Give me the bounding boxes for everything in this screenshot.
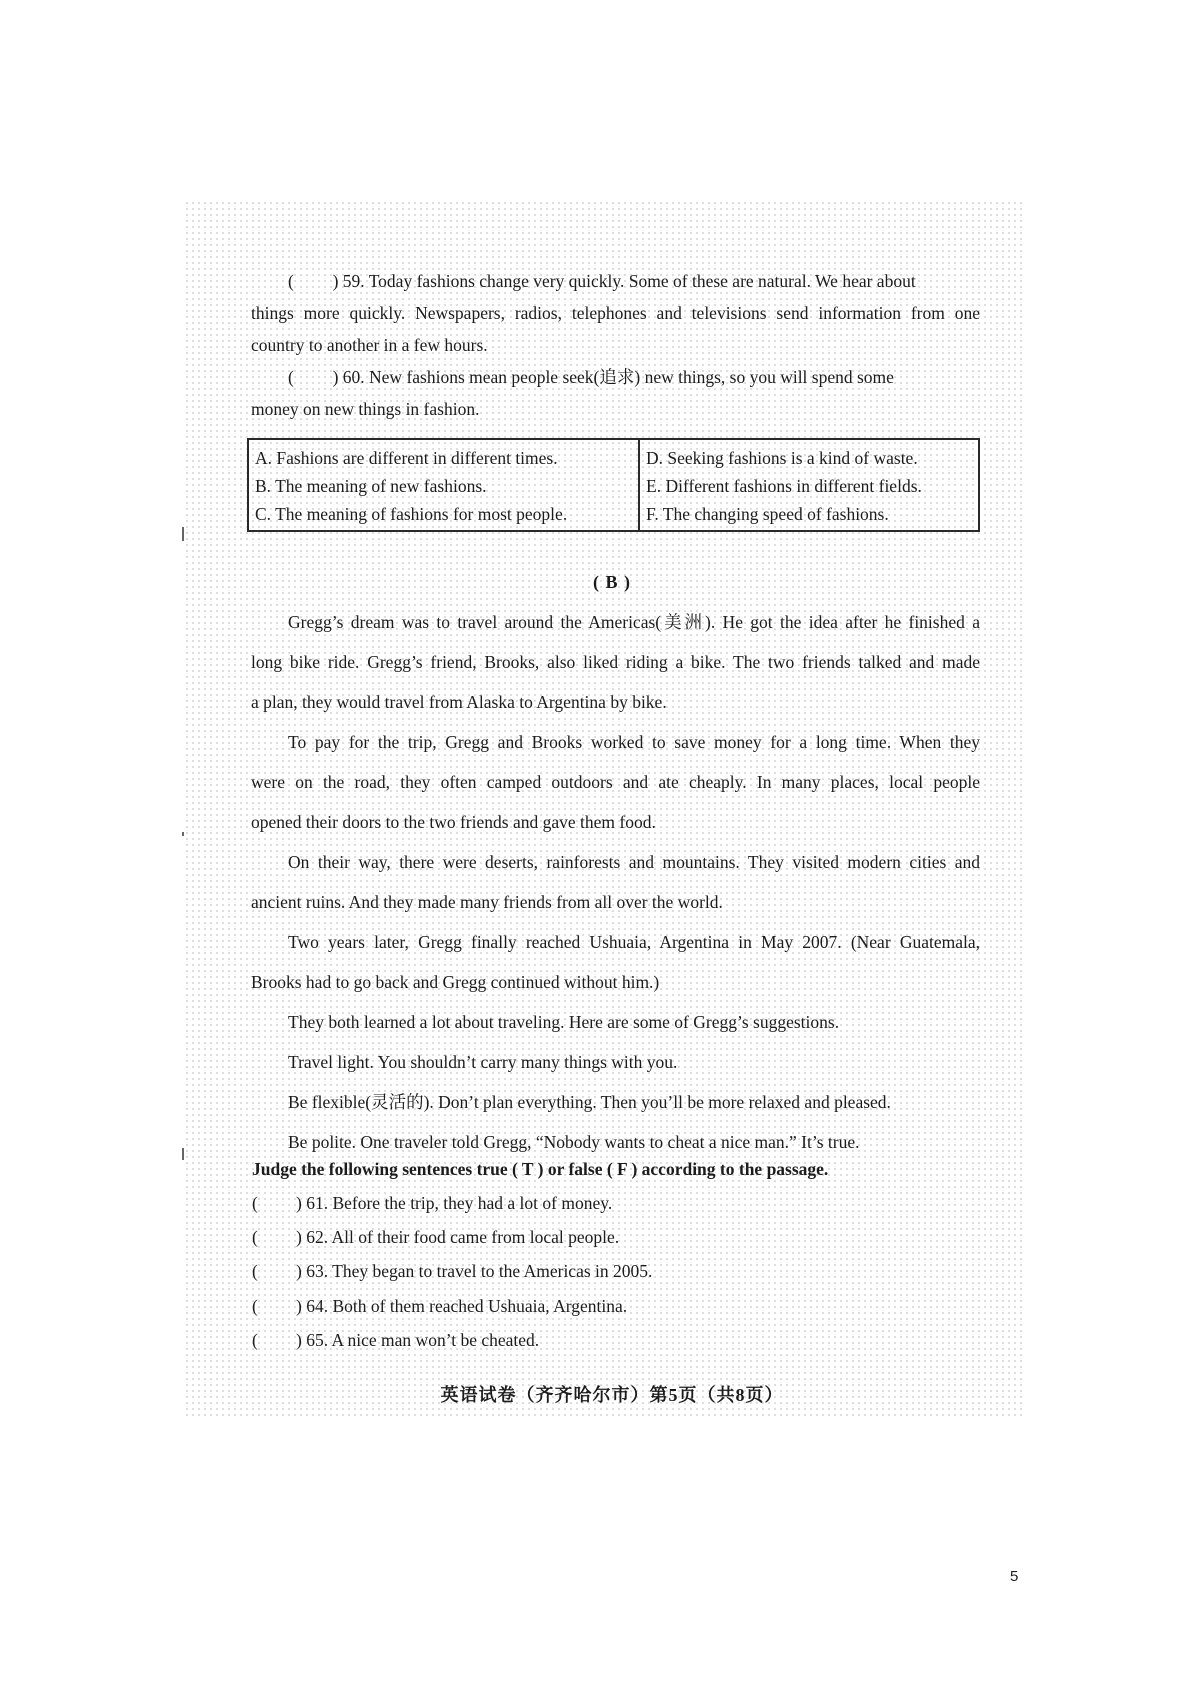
passage-line: Two years later, Gregg finally reached Ushuaia, Argentina in May 2007. (Near Guatemala, xyxy=(288,932,980,952)
passage-line: were on the road, they often camped outdoors and ate cheaply. In many places, local people xyxy=(251,772,980,792)
tf-text: ) 65. A nice man won’t be cheated. xyxy=(296,1330,540,1350)
question-59-line-2: things more quickly. Newspapers, radios, telephones and televisions send information from one xyxy=(251,303,980,323)
answer-paren-open: ( xyxy=(288,271,294,291)
tf-item-65 xyxy=(252,1329,539,1351)
page-number: 5 xyxy=(1010,1568,1019,1585)
answer-paren: ( xyxy=(252,1193,258,1213)
exam-footer: 英语试卷（齐齐哈尔市）第5页（共8页） xyxy=(440,1385,784,1405)
passage-line: opened their doors to the two friends and gave them food. xyxy=(251,812,656,832)
tf-item-64 xyxy=(252,1295,627,1317)
passage-line: Travel light. You shouldn’t carry many things with you. xyxy=(288,1052,678,1072)
question-text: 60. New fashions mean people seek(追求) new things, so you will spend some xyxy=(342,367,894,387)
question-60-line-2: money on new things in fashion. xyxy=(251,399,480,419)
option-c: C. The meaning of fashions for most people. xyxy=(255,504,568,524)
passage-line: long bike ride. Gregg’s friend, Brooks, also liked riding a bike. The two friends talked and made xyxy=(251,652,980,672)
question-60-line-1 xyxy=(288,366,980,388)
tf-item-62 xyxy=(252,1226,619,1248)
answer-paren-open: ( xyxy=(288,367,294,387)
tf-item-61 xyxy=(252,1192,612,1214)
options-table xyxy=(247,438,980,532)
passage-line: ancient ruins. And they made many friends from all over the world. xyxy=(251,892,723,912)
passage-line: a plan, they would travel from Alaska to Argentina by bike. xyxy=(251,692,667,712)
answer-paren-close: ) xyxy=(332,271,339,291)
passage-line: On their way, there were deserts, rainforests and mountains. They visited modern cities and xyxy=(288,852,980,872)
options-column-left xyxy=(249,440,640,530)
passage-line: Be polite. One traveler told Gregg, “Nobody wants to cheat a nice man.” It’s true. xyxy=(288,1132,860,1152)
answer-paren: ( xyxy=(252,1261,258,1281)
passage-line: Brooks had to go back and Gregg continued without him.) xyxy=(251,972,660,992)
passage-line: Be flexible(灵活的). Don’t plan everything. Then you’ll be more relaxed and pleased. xyxy=(288,1092,891,1112)
tf-text: ) 61. Before the trip, they had a lot of money. xyxy=(296,1193,613,1213)
tf-text: ) 62. All of their food came from local people. xyxy=(296,1227,620,1247)
tf-instruction: Judge the following sentences true ( T ) or false ( F ) according to the passage. xyxy=(252,1159,829,1179)
option-a: A. Fashions are different in different times. xyxy=(255,448,558,468)
scan-mark xyxy=(182,1148,184,1160)
passage-line: They both learned a lot about traveling. Here are some of Gregg’s suggestions. xyxy=(288,1012,840,1032)
scan-mark xyxy=(182,527,184,541)
section-b-label: ( B ) xyxy=(593,572,631,592)
passage-line: To pay for the trip, Gregg and Brooks worked to save money for a long time. When they xyxy=(288,732,980,752)
passage-line: Gregg’s dream was to travel around the Americas(美洲). He got the idea after he finished a xyxy=(288,612,980,632)
option-e: E. Different fashions in different fields. xyxy=(646,476,922,496)
option-d: D. Seeking fashions is a kind of waste. xyxy=(646,448,918,468)
answer-paren: ( xyxy=(252,1330,258,1350)
option-f: F. The changing speed of fashions. xyxy=(646,504,889,524)
options-column-right xyxy=(640,440,978,530)
tf-text: ) 63. They began to travel to the Americas in 2005. xyxy=(296,1261,653,1281)
tf-text: ) 64. Both of them reached Ushuaia, Argentina. xyxy=(296,1296,628,1316)
option-b: B. The meaning of new fashions. xyxy=(255,476,487,496)
question-text: 59. Today fashions change very quickly. Some of these are natural. We hear about xyxy=(342,271,916,291)
answer-paren: ( xyxy=(252,1227,258,1247)
question-59-line-3: country to another in a few hours. xyxy=(251,335,488,355)
answer-paren-close: ) xyxy=(332,367,339,387)
scan-mark xyxy=(182,832,184,836)
tf-item-63 xyxy=(252,1260,652,1282)
answer-paren: ( xyxy=(252,1296,258,1316)
question-59-line-1 xyxy=(288,270,980,292)
